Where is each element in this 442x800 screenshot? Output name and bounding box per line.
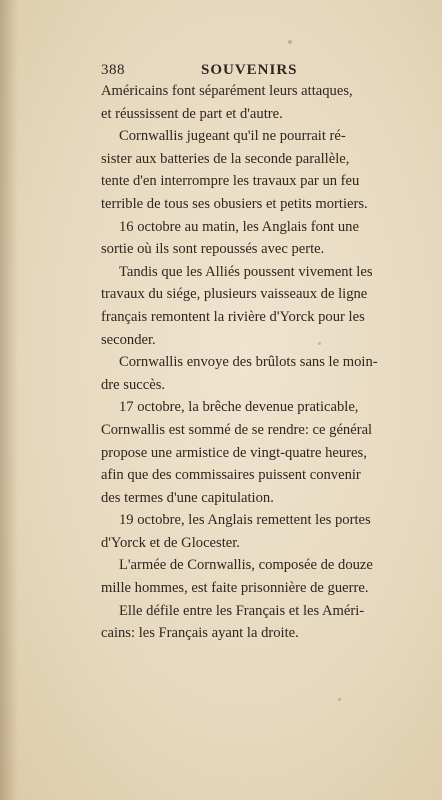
text-line: tente d'en interrompre les travaux par un feu <box>101 173 360 190</box>
text-line: sortie où ils sont repoussés avec perte. <box>101 241 325 258</box>
text-line: 17 octobre, la brêche devenue praticable, <box>119 399 359 416</box>
text-line: 19 octobre, les Anglais remettent les portes <box>119 512 371 529</box>
text-line: sister aux batteries de la seconde parallèle, <box>101 150 350 167</box>
text-line: et réussissent de part et d'autre. <box>101 105 283 122</box>
text-line: propose une armistice de vingt-quatre heures, <box>101 444 367 461</box>
foxing-spot <box>338 698 341 701</box>
text-line: d'Yorck et de Glocester. <box>101 534 240 551</box>
text-line: dre succès. <box>101 376 166 393</box>
page-header <box>101 62 401 82</box>
text-line: Cornwallis jugeant qu'il ne pourrait ré- <box>119 128 346 145</box>
text-line: des termes d'une capitulation. <box>101 489 274 506</box>
page-text <box>101 80 401 645</box>
text-line: Cornwallis envoye des brûlots sans le moin- <box>119 354 378 371</box>
text-line: 16 octobre au matin, les Anglais font une <box>119 218 359 235</box>
running-head: SOUVENIRS <box>201 62 298 78</box>
page-gutter-shadow <box>0 0 18 800</box>
text-line: Américains font séparément leurs attaques, <box>101 83 353 99</box>
text-line: travaux du siége, plusieurs vaisseaux de ligne <box>101 286 368 303</box>
text-line: français remontent la rivière d'Yorck pour les <box>101 308 365 325</box>
text-line: L'armée de Cornwallis, composée de douze <box>119 557 373 574</box>
text-line: terrible de tous ses obusiers et petits mortiers. <box>101 195 368 212</box>
foxing-spot <box>288 40 292 44</box>
text-line: mille hommes, est faite prisonnière de guerre. <box>101 580 369 597</box>
text-line: cains: les Français ayant la droite. <box>101 625 299 642</box>
text-line: afin que des commissaires puissent convenir <box>101 467 361 484</box>
page-number: 388 <box>101 62 125 78</box>
text-line: seconder. <box>101 331 156 348</box>
text-line: Tandis que les Alliés poussent vivement les <box>119 263 373 280</box>
text-line: Cornwallis est sommé de se rendre: ce général <box>101 421 373 438</box>
text-line: Elle défile entre les Français et les Améri- <box>119 602 365 619</box>
